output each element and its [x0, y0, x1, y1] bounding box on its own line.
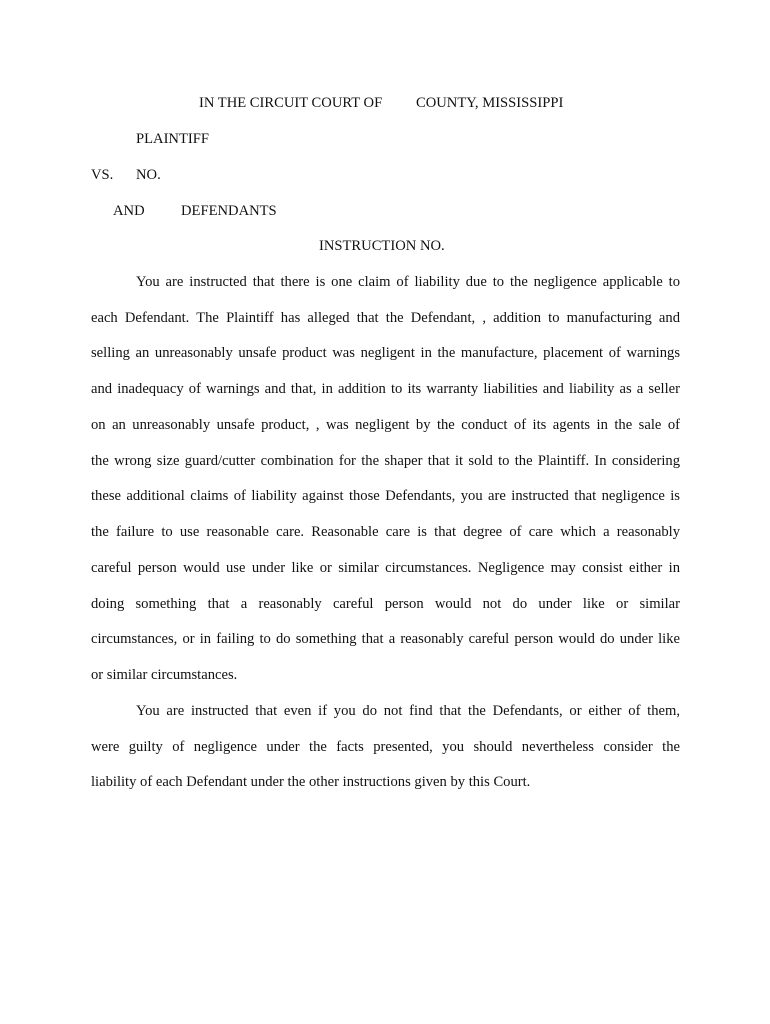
and-label: AND	[113, 203, 145, 219]
paragraph-line: on an unreasonably unsafe product, , was negligent by the conduct of its agents in the sale of	[91, 417, 680, 433]
plaintiff-label: PLAINTIFF	[136, 131, 209, 147]
paragraph-line: You are instructed that even if you do not find that the Defendants, or either of them,	[136, 703, 680, 719]
paragraph-line: careful person would use under like or similar circumstances. Negligence may consist either in	[91, 560, 680, 576]
paragraph-line: the failure to use reasonable care. Reasonable care is that degree of care which a reasonably	[91, 524, 680, 540]
paragraph-line: each Defendant. The Plaintiff has alleged that the Defendant, , addition to manufacturing and	[91, 310, 680, 326]
court-name-left: IN THE CIRCUIT COURT OF	[199, 95, 383, 111]
paragraph-line: doing something that a reasonably careful person would not do under like or similar	[91, 596, 680, 612]
defendants-label: DEFENDANTS	[181, 203, 277, 219]
paragraph-line: liability of each Defendant under the other instructions given by this Court.	[91, 774, 531, 790]
paragraph-line: these additional claims of liability against those Defendants, you are instructed that negligence is	[91, 488, 680, 504]
paragraph-line: selling an unreasonably unsafe product was negligent in the manufacture, placement of warnings	[91, 345, 680, 361]
versus-label: VS.	[91, 167, 114, 183]
court-name-right: COUNTY, MISSISSIPPI	[416, 95, 564, 111]
paragraph-line: and inadequacy of warnings and that, in addition to its warranty liabilities and liability as a seller	[91, 381, 680, 397]
paragraph-line: You are instructed that there is one claim of liability due to the negligence applicable to	[136, 274, 680, 290]
instruction-title: INSTRUCTION NO.	[319, 238, 445, 254]
paragraph-line: circumstances, or in failing to do something that a reasonably careful person would do under like	[91, 631, 680, 647]
paragraph-line: the wrong size guard/cutter combination for the shaper that it sold to the Plaintiff. In considering	[91, 453, 680, 469]
paragraph-line: or similar circumstances.	[91, 667, 238, 683]
case-number-label: NO.	[136, 167, 161, 183]
paragraph-line: were guilty of negligence under the facts presented, you should nevertheless consider the	[91, 739, 680, 755]
